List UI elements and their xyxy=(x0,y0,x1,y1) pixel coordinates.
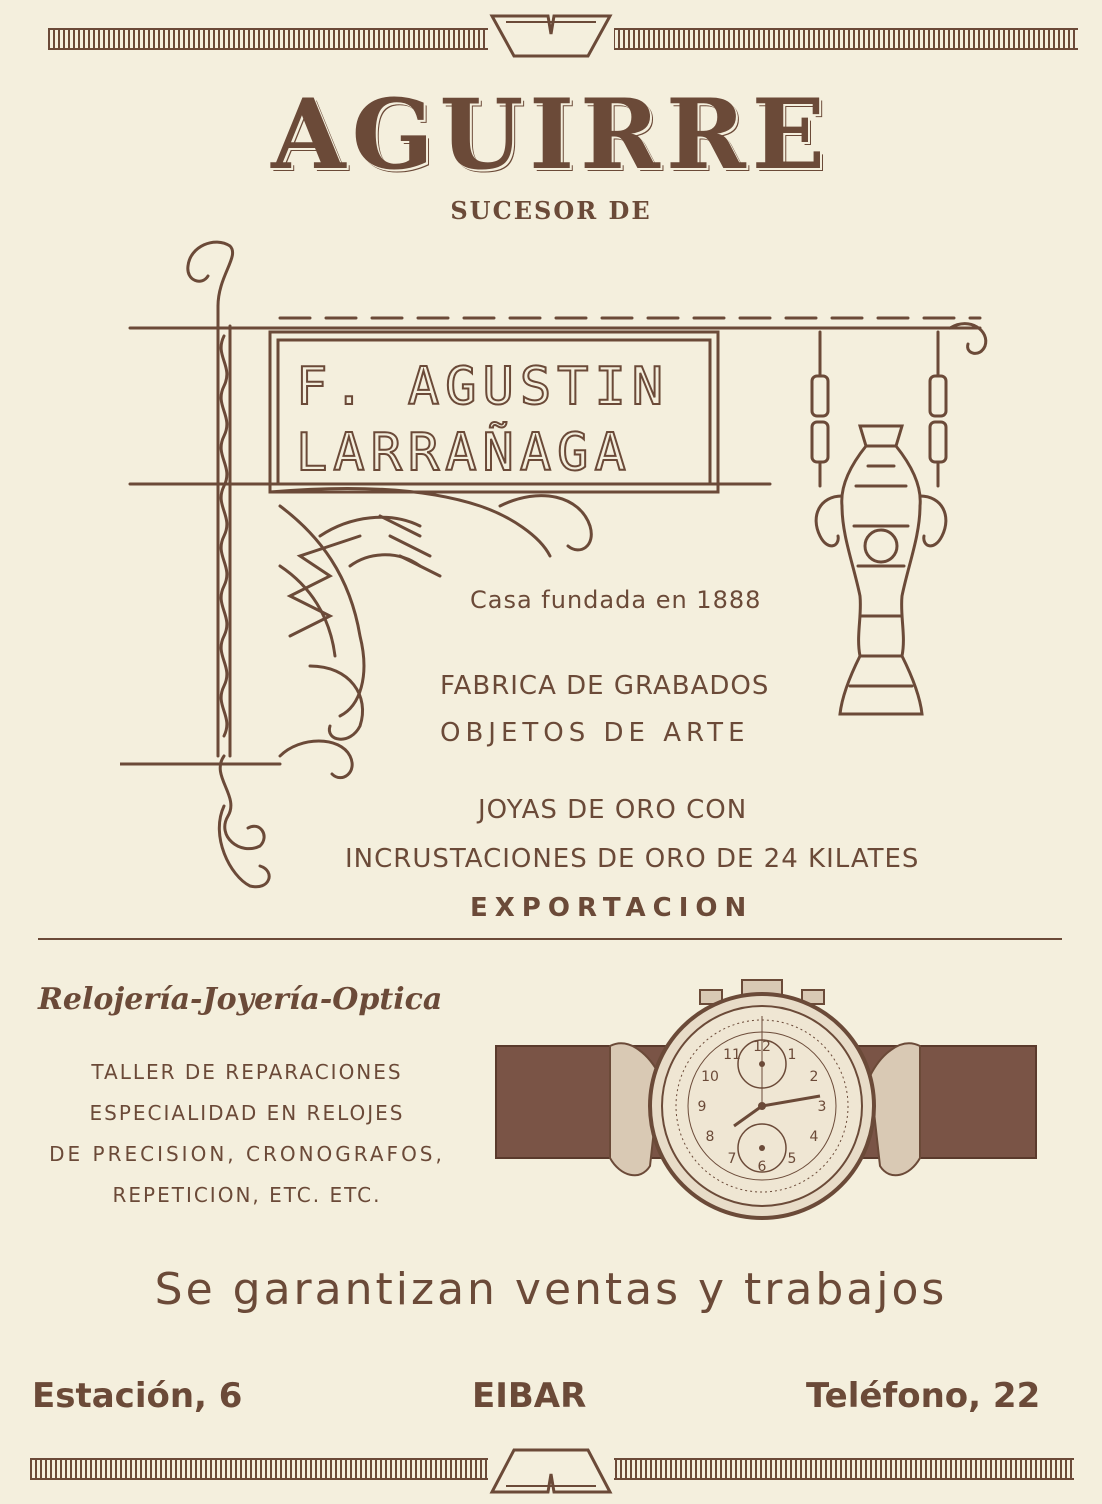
dial-numeral: 3 xyxy=(817,1099,827,1115)
workshop-line-4: REPETICION, ETC. ETC. xyxy=(112,1183,382,1207)
export-label: EXPORTACION xyxy=(470,893,754,923)
section-divider xyxy=(38,938,1062,940)
dial-numeral: 8 xyxy=(705,1129,715,1145)
bottom-border-ornament xyxy=(488,1444,614,1496)
dial-numeral: 7 xyxy=(727,1151,737,1167)
successor-label: SUCESOR DE xyxy=(450,196,652,225)
service-line-3: JOYAS DE ORO CON xyxy=(478,795,748,825)
service-line-1: FABRICA DE GRABADOS xyxy=(440,671,770,701)
dial-numeral: 6 xyxy=(757,1159,767,1175)
workshop-line-2: ESPECIALIDAD EN RELOJES xyxy=(89,1101,405,1125)
workshop-line-3: DE PRECISION, CRONOGRAFOS, xyxy=(49,1142,445,1166)
address: Estación, 6 xyxy=(32,1376,243,1416)
guarantee-slogan: Se garantizan ventas y trabajos xyxy=(154,1264,948,1315)
dial-numeral: 2 xyxy=(809,1069,819,1085)
dial-numeral: 1 xyxy=(787,1047,797,1063)
watch-shop-title: Relojería-Joyería-Optica xyxy=(38,982,443,1017)
dial-numeral: 11 xyxy=(723,1047,741,1063)
dial-numeral: 9 xyxy=(697,1099,707,1115)
service-line-4: INCRUSTACIONES DE ORO DE 24 KILATES xyxy=(345,844,920,874)
dial-numeral: 12 xyxy=(753,1039,771,1055)
phone: Teléfono, 22 xyxy=(806,1376,1041,1416)
brand-name: AGUIRRE xyxy=(271,78,831,191)
city: EIBAR xyxy=(472,1376,587,1416)
wristwatch-illustration xyxy=(490,976,1042,1238)
top-border-ornament xyxy=(488,14,614,58)
workshop-line-1: TALLER DE REPARACIONES xyxy=(91,1060,403,1084)
service-line-2: OBJETOS DE ARTE xyxy=(440,718,750,748)
sign-line-2: LARRAÑAGA xyxy=(296,423,632,483)
dial-numeral: 10 xyxy=(701,1069,719,1085)
dial-numeral: 5 xyxy=(787,1151,797,1167)
dial-numeral: 4 xyxy=(809,1129,819,1145)
sign-line-1: F. AGUSTIN xyxy=(296,357,670,417)
founded-text: Casa fundada en 1888 xyxy=(470,586,762,614)
